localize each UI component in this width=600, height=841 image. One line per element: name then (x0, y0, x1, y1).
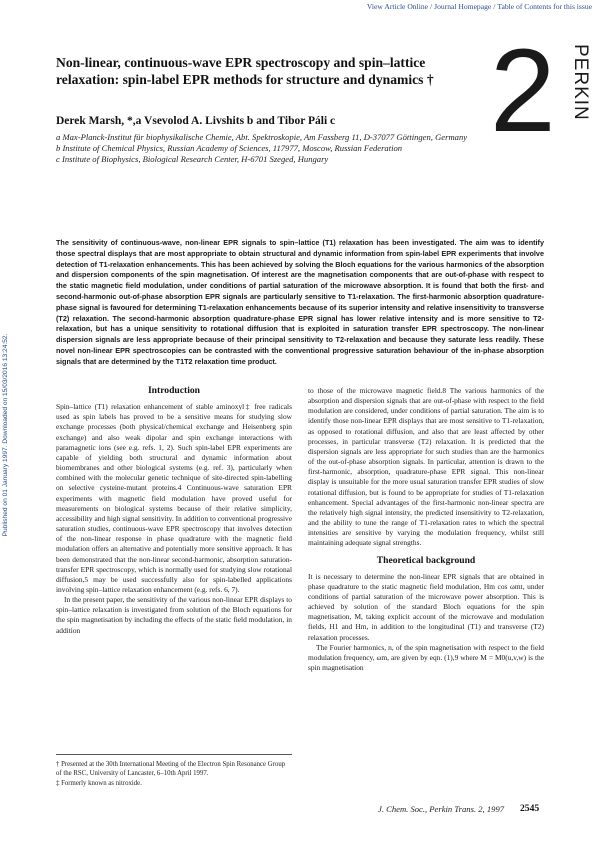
theory-paragraph-1: It is necessary to determine the non-linear EPR signals that are obtained in phase quadrature to the static magnetic field modulation, Hm cos ωmt, under conditions of partial saturation of the microwave power absorption. This is achieved by solution of the standard Bloch equations for the spin magnetisation, M, taking explicit account of the microwave and modulation fields, H1 and Hm, in addition to the longitudinal (T1) and transverse (T2) relaxation processes. (308, 571, 544, 642)
intro-paragraph-2: In the present paper, the sensitivity of the various non-linear EPR displays to spin–lattice relaxation is investigated from solution of the Bloch equations for the spin magnetisation by including the effects of the static field modulation, in addition (56, 595, 292, 635)
footnote-nitroxide: ‡ Formerly known as nitroxide. (56, 780, 142, 787)
left-column (56, 386, 292, 636)
logo-numeral: 2 (490, 25, 556, 157)
theory-paragraph-2: The Fourier harmonics, n, of the spin magnetisation with respect to the field modulation frequency, ωm, are given by eqn. (1),9 where M = M0(u,v,w) is the spin magnetisation (308, 642, 544, 673)
theory-heading: Theoretical background (376, 554, 476, 566)
intro-paragraph-1: Spin–lattice (T1) relaxation enhancement of stable aminoxyl‡ free radicals used as spin labels has proved to be a sensitive means for studying slow exchange processes (both physical/chemical exchange and Heisenberg spin exchange) and also weak dipolar and spin exchange interactions with paramagnetic ions (see e.g. refs. 1, 2). Such spin-label EPR experiments are capable of yielding both structural and dynamic information about biomembranes and other biological systems (e.g. ref. 3), particularly when combined with the molecular genetic technique of site-directed spin-labelling on selective cysteine-mutant proteins.4 Continuous-wave saturation EPR experiments with magnetic field modulation have proved useful for measurements on biological systems because of their relative simplicity, accessibility and high signal sensitivity. In addition to conventional progressive saturation studies, continuous-wave EPR spectroscopy that involves detection of the non-linear response in phase quadrature with the magnetic field modulation offers an alternative and potentially more sensitive approach. It has been demonstrated that the non-linear second-harmonic, absorption saturation-transfer EPR spectroscopy, which is normally used for studying slow rotational diffusion,5 may be used successfully also for spin-labelled applications involving spin–lattice relaxation enhancement (e.g. refs. 6, 7). (56, 402, 292, 594)
affiliation-a: a Max-Planck-Institut für biophysikalische Chemie, Abt. Spektroskopie, Am Fassberg 11, D-37077 Göttingen, Germany (56, 132, 468, 142)
abstract: The sensitivity of continuous-wave, non-linear EPR signals to spin–lattice (T1) relaxation has been investigated. The aim was to identify those spectral displays that are most appropriate to obtain structural and dynamic information from spin-label EPR experiments that involve detection of T1-relaxation enhancements. This has been achieved by solving the Bloch equations for the various harmonics of the absorption and dispersion components of the spin magnetisation. Of interest are the magnetisation components that are out-of-phase with respect to the static magnetic field modulation, under conditions of partial saturation of the microwave absorption. It is found that both the first- and second-harmonic out-of-phase absorption EPR signals are particularly sensitive to T1-relaxation. The first-harmonic absorption quadrature-phase signal is favoured for determining T1-relaxation enhancements because of its superior intensity and relative insensitivity to transverse (T2) relaxation. The second-harmonic absorption quadrature-phase EPR signal has lower relative intensity and is more sensitive to T2-relaxation, but has a unique sensitivity to rotational diffusion that is exploited in saturation transfer EPR spectroscopy. The non-linear dispersion signals are less appropriate because of their principal sensitivity to T2-relaxation and because they saturate less readily. These novel non-linear EPR spectroscopies can be contrasted with the conventional progressive saturation behaviour of the in-phase absorption signals that are determined by the T1T2 relaxation time product. (56, 238, 544, 366)
right-paragraph-1: to those of the microwave magnetic field.8 The various harmonics of the absorption and dispersion signals that are out-of-phase with respect to the field modulation are considered, under conditions of partial saturation. The aim is to identify those non-linear EPR displays that are most sensitive to T1-relaxation, as opposed to rotational diffusion, and also that are least affected by other processes, in particular transverse (T2) relaxation. It is predicted that the dispersion signals are less appropriate for such studies than are the harmonics of the out-of-phase absorption signals. In particular, attention is drawn to the first-harmonic, absorption, quadrature-phase EPR signal. This non-linear display is unsuitable for the more usual saturation transfer EPR studies of slow rotational diffusion, but is found to be appropriate for studies of T1-relaxation enhancement. Special advantages of the first-harmonic non-linear spectra are the relatively high signal intensity, the predicted insensitivity to T2-relaxation, and the ability to tune the range of T1-relaxation rates to which the spectral intensities are sensitive by varying the modulation frequency, whilst still maintaining adequate signal strengths. (308, 386, 544, 548)
top-navigation: View Article Online / Journal Homepage / Table of Contents for this issue (366, 2, 592, 11)
affiliations (56, 132, 476, 166)
introduction-heading: Introduction (147, 385, 201, 396)
affiliation-c: c Institute of Biophysics, Biological Research Center, H-6701 Szeged, Hungary (56, 154, 329, 165)
perkin-logo (490, 25, 591, 157)
page-number: 2545 (520, 803, 540, 814)
publication-sideline (2, 240, 12, 630)
table-of-contents-link[interactable]: Table of Contents for this issue (497, 2, 592, 11)
logo-word: PERKIN (570, 44, 591, 121)
footnote-presented: † Presented at the 30th International Meeting of the Electron Spin Resonance Group of the RSC, University of Lancaster, 6–10th April 1997. (56, 761, 286, 777)
footnotes (56, 754, 292, 789)
right-column (308, 386, 544, 673)
author-list: Derek Marsh, *,a Vsevolod A. Livshits b and Tibor Páli c (56, 115, 336, 127)
journal-homepage-link[interactable]: Journal Homepage (434, 2, 492, 11)
affiliation-b: b Institute of Chemical Physics, Russian Academy of Sciences, 117977, Moscow, Russian Federation (56, 143, 403, 154)
article-title: Non-linear, continuous-wave EPR spectroscopy and spin–lattice relaxation: spin-label EPR methods for structure and dynamics † (56, 55, 434, 87)
publication-date-text: Published on 01 January 1997. Downloaded on 15/03/2016 13:24:52. (2, 333, 9, 537)
view-article-online-link[interactable]: View Article Online (366, 2, 428, 11)
journal-citation: J. Chem. Soc., Perkin Trans. 2, 1997 (378, 804, 505, 814)
